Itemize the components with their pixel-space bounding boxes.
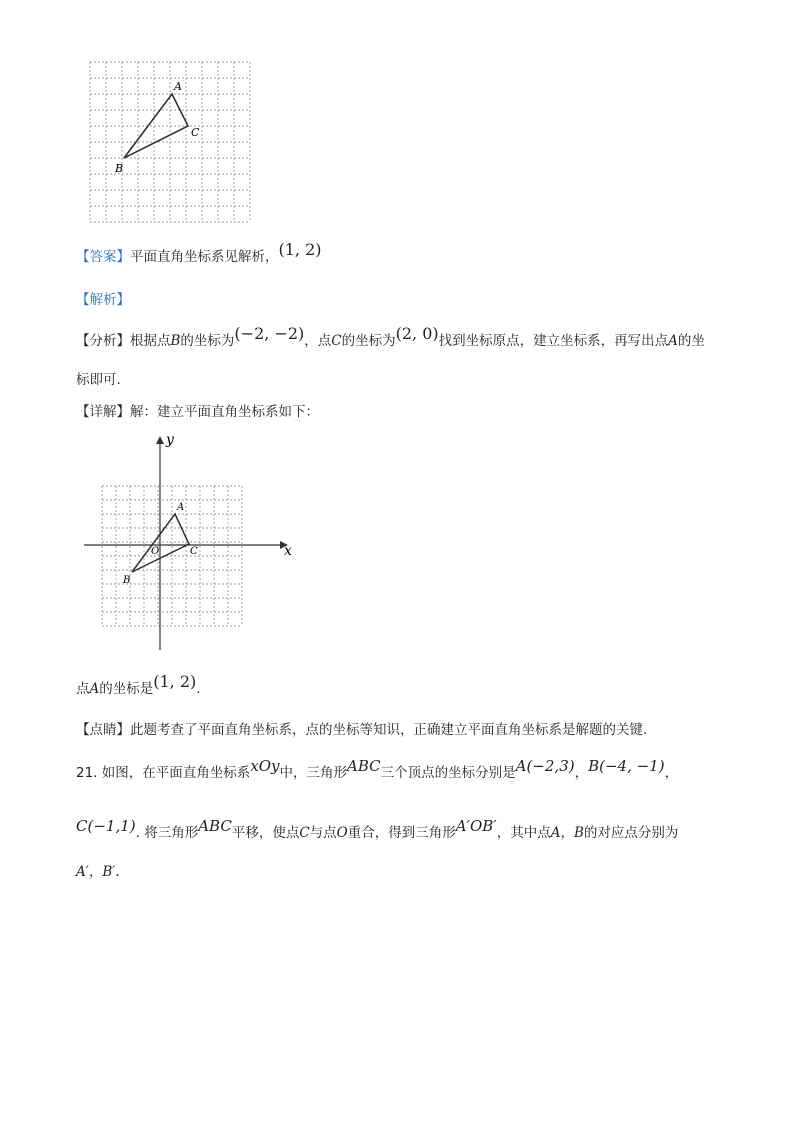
q21-comma-2: ， bbox=[664, 765, 679, 781]
fenxi-text-5: 找到坐标原点，建立坐标系，再写出点 bbox=[438, 333, 669, 349]
label-c: C bbox=[190, 546, 198, 557]
fenxi-math-b: (−2, −2) bbox=[234, 324, 305, 343]
answer-math: (1, 2) bbox=[278, 240, 322, 259]
q21-abc: ABC bbox=[347, 757, 381, 775]
q21-aob: A′OB′ bbox=[455, 817, 497, 835]
y-axis-arrow bbox=[156, 436, 164, 444]
detail-line bbox=[76, 402, 319, 422]
fenxi-point-a: A bbox=[668, 333, 678, 349]
comment-line bbox=[76, 720, 647, 740]
answer-tag: 【答案】 bbox=[76, 249, 130, 265]
label-b: B bbox=[115, 162, 124, 175]
q21-text-6: 与点 bbox=[309, 825, 337, 841]
q21-text-5: 平移，使点 bbox=[231, 825, 300, 841]
result-text-3: . bbox=[196, 681, 201, 697]
label-a: A bbox=[174, 80, 182, 93]
result-text-1: 点 bbox=[76, 681, 90, 697]
comment-text: 此题考查了平面直角坐标系，点的坐标等知识，正确建立平面直角坐标系是解题的关键. bbox=[130, 722, 648, 738]
fenxi-text-1: 根据点 bbox=[130, 333, 171, 349]
label-o: O bbox=[151, 546, 160, 557]
q21-a: A bbox=[550, 825, 561, 841]
q21-comma-1: ， bbox=[574, 765, 589, 781]
q21-b: B bbox=[573, 825, 584, 841]
label-y: y bbox=[166, 432, 174, 448]
q21-text-8: ，其中点 bbox=[496, 825, 551, 841]
q21-abc-2: ABC bbox=[198, 817, 232, 835]
q21-text-4: . 将三角形 bbox=[135, 825, 199, 841]
q21-text-2: 中，三角形 bbox=[279, 765, 347, 781]
detail-tag: 【详解】 bbox=[76, 404, 130, 420]
comment-tag: 【点睛】 bbox=[76, 722, 130, 738]
result-text-2: 的坐标是 bbox=[99, 681, 154, 697]
fenxi-text-4: 的坐标为 bbox=[341, 333, 396, 349]
label-x: x bbox=[284, 543, 292, 559]
q21-text-7: 重合，得到三角形 bbox=[347, 825, 456, 841]
q21-point-b: B(−4, −1) bbox=[588, 757, 665, 775]
fenxi-math-c: (2, 0) bbox=[395, 324, 439, 343]
q21-xoy: xOy bbox=[250, 757, 280, 775]
q21-point-a: A(−2,3) bbox=[515, 757, 575, 775]
fenxi-line-2: 标即可. bbox=[76, 372, 121, 388]
result-math: (1, 2) bbox=[153, 672, 197, 691]
q21-text-1: 21. 如图，在平面直角坐标系 bbox=[76, 765, 251, 781]
q21-o: O bbox=[336, 825, 348, 841]
fenxi-line bbox=[76, 324, 705, 351]
q21-line-3: A′，B′. bbox=[76, 864, 120, 880]
answer-text: 平面直角坐标系见解析， bbox=[130, 249, 279, 265]
q21-c: C bbox=[299, 825, 310, 841]
result-line bbox=[76, 672, 201, 699]
label-b: B bbox=[123, 575, 131, 586]
figure-2-coordinate-system bbox=[80, 428, 300, 653]
answer-line bbox=[76, 240, 322, 267]
q21-text-9: ， bbox=[560, 825, 574, 841]
label-a: A bbox=[177, 502, 185, 513]
q21-text-10: 的对应点分别为 bbox=[583, 825, 679, 841]
fenxi-tag: 【分析】 bbox=[76, 333, 130, 349]
fenxi-point-b: B bbox=[170, 333, 181, 349]
label-c: C bbox=[191, 126, 200, 139]
fenxi-text-2: 的坐标为 bbox=[180, 333, 235, 349]
q21-point-c: C(−1,1) bbox=[76, 817, 136, 835]
detail-text: 解：建立平面直角坐标系如下： bbox=[130, 404, 319, 420]
fenxi-text-6: 的坐 bbox=[677, 333, 705, 349]
q21-line-2 bbox=[76, 817, 679, 843]
fenxi-point-c: C bbox=[331, 333, 342, 349]
fenxi-text-3: ，点 bbox=[304, 333, 332, 349]
analysis-tag: 【解析】 bbox=[76, 292, 130, 308]
q21-text-3: 三个顶点的坐标分别是 bbox=[380, 765, 516, 781]
result-point-a: A bbox=[89, 681, 100, 697]
figure-1-grid-triangle bbox=[88, 60, 253, 225]
q21-line-1 bbox=[76, 757, 679, 783]
